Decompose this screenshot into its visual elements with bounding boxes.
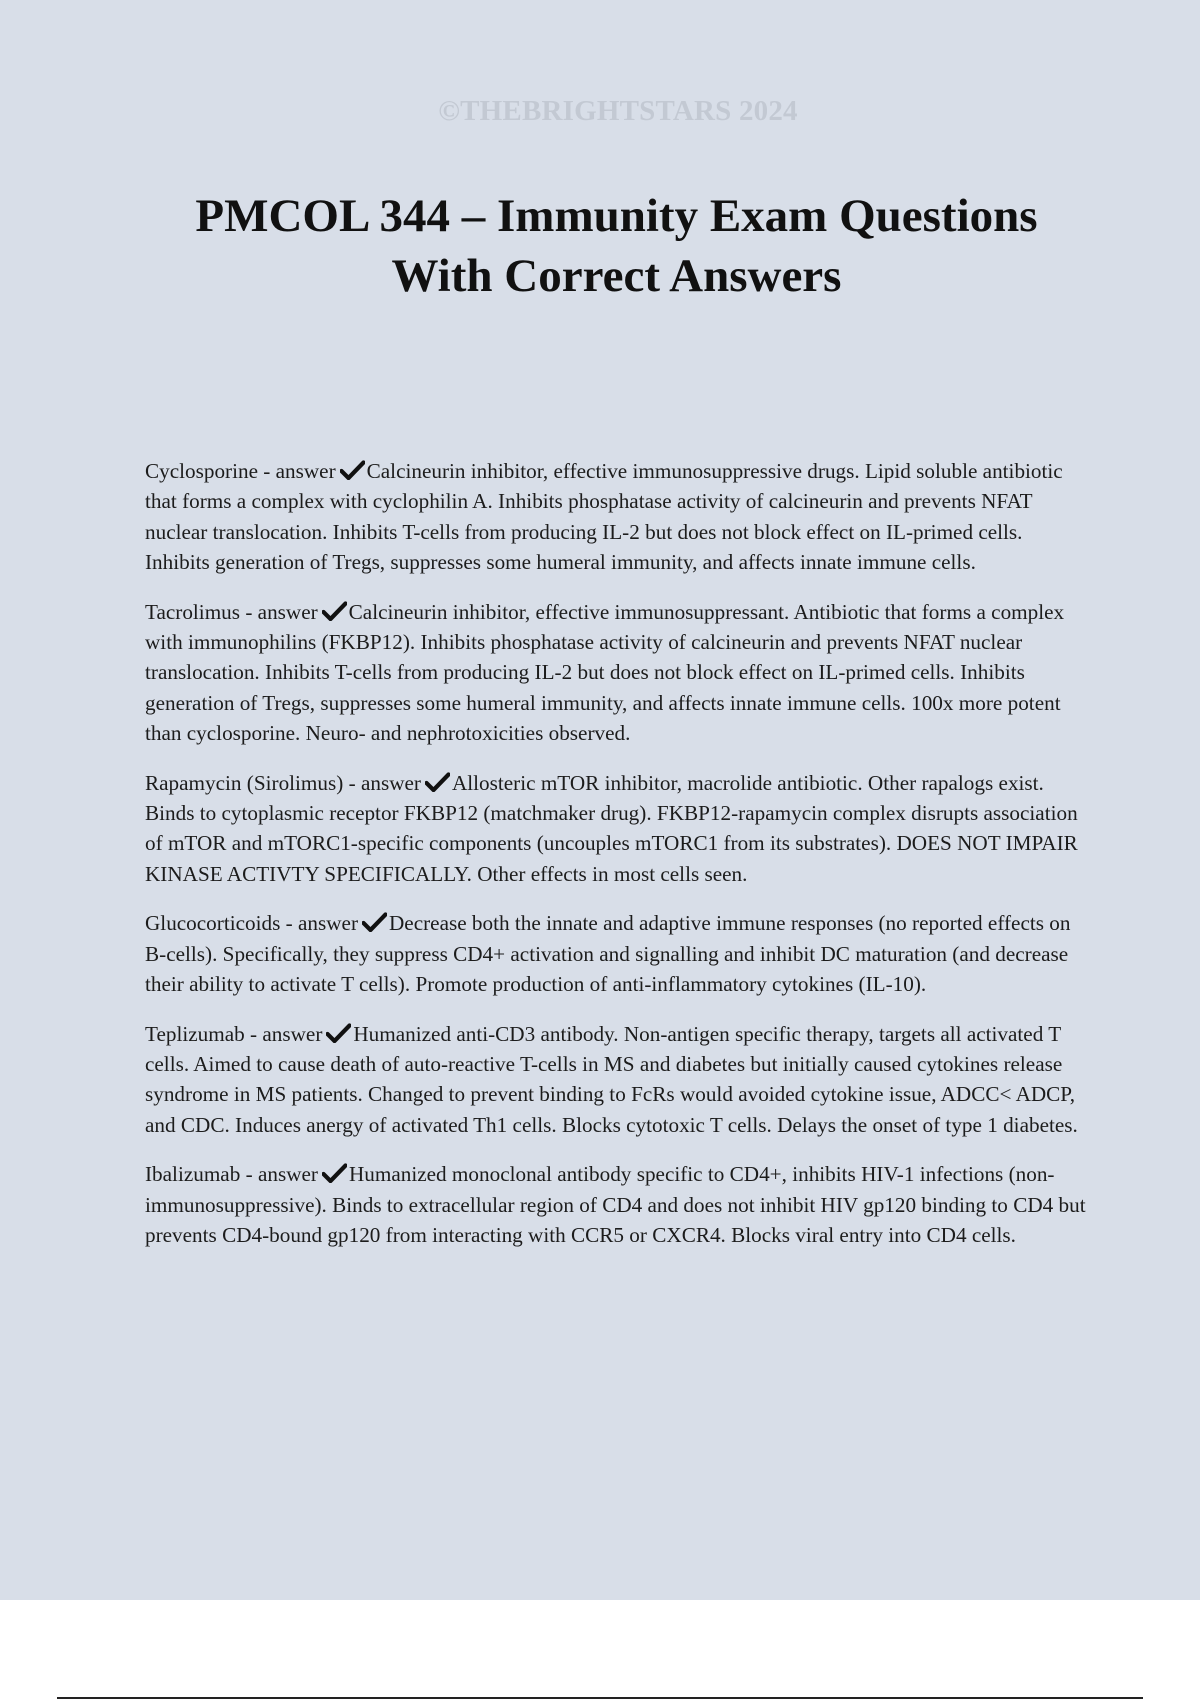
watermark: ©THEBRIGHTSTARS 2024: [438, 95, 798, 127]
document-title: [120, 186, 1113, 306]
qa-term: Glucocorticoids: [145, 911, 281, 936]
answer-separator: - answer: [240, 599, 318, 624]
qa-item: [145, 597, 1091, 749]
qa-item: [145, 1019, 1091, 1141]
qa-term: Tacrolimus: [145, 599, 241, 624]
qa-item: [145, 908, 1091, 999]
title-line-2: With Correct Answers: [391, 250, 842, 302]
qa-answer: Calcineurin inhibitor, effective immunosuppressive drugs. Lipid soluble antibiotic that forms a complex with cyclophilin A. Inhibits phosphatase activity of calcineurin and prevents NFAT nuclear translocation. Inhibits T-cells from producing IL-2 but does not block effect on IL-primed cells. Inhibits generation of Tregs, suppresses some humeral immunity, and affects innate immune cells.: [145, 459, 1063, 575]
checkmark-icon: [326, 1023, 351, 1043]
answer-separator: - answer: [280, 911, 358, 936]
checkmark-icon: [322, 601, 347, 621]
qa-answer: Humanized anti-CD3 antibody. Non-antigen specific therapy, targets all activated T cells. Aimed to cause death of auto-reactive T-cells in MS and diabetes but initially caused cytokines release syndrome in MS patients. Changed to prevent binding to FcRs would avoided cytokine issue, ADCC< ADCP, and CDC. Induces anergy of activated Th1 cells. Blocks cytotoxic T cells. Delays the onset of type 1 diabetes.: [145, 1021, 1078, 1137]
qa-list: [145, 456, 1091, 1269]
answer-separator: - answer: [244, 1021, 323, 1046]
answer-separator: - answer: [240, 1162, 318, 1187]
checkmark-icon: [340, 460, 365, 480]
footer-divider: [57, 1697, 1143, 1699]
qa-item: [145, 768, 1091, 890]
title-line-1: PMCOL 344 – Immunity Exam Questions: [195, 190, 1038, 242]
qa-term: Teplizumab: [145, 1021, 245, 1046]
qa-item: [145, 456, 1091, 578]
qa-answer: Decrease both the innate and adaptive immune responses (no reported effects on B-cells). Specifically, they suppress CD4+ activation and signalling and inhibit DC maturation (and decrease their ability to activate T cells). Promote production of anti-inflammatory cytokines (IL-10).: [145, 911, 1071, 997]
qa-answer: Calcineurin inhibitor, effective immunosuppressant. Antibiotic that forms a complex with immunophilins (FKBP12). Inhibits phosphatase activity of calcineurin and prevents NFAT nuclear translocation. Inhibits T-cells from producing IL-2 but does not block effect on IL-primed cells. Inhibits generation of Tregs, suppresses some humeral immunity, and affects innate immune cells. 100x more potent than cyclosporine. Neuro- and nephrotoxicities observed.: [145, 599, 1065, 746]
qa-item: [145, 1159, 1091, 1250]
qa-term: Ibalizumab: [145, 1162, 241, 1187]
qa-answer: Allosteric mTOR inhibitor, macrolide antibiotic. Other rapalogs exist. Binds to cytoplasmic receptor FKBP12 (matchmaker drug). FKBP12-rapamycin complex disrupts association of mTOR and mTORC1-specific components (uncouples mTORC1 from its substrates). DOES NOT IMPAIR KINASE ACTIVTY SPECIFICALLY. Other effects in most cells seen.: [145, 770, 1078, 886]
checkmark-icon: [425, 772, 450, 792]
checkmark-icon: [362, 912, 387, 932]
answer-separator: - answer: [343, 770, 421, 795]
checkmark-icon: [322, 1163, 347, 1183]
qa-term: Rapamycin (Sirolimus): [145, 770, 344, 795]
qa-answer: Humanized monoclonal antibody specific to CD4+, inhibits HIV-1 infections (non-immunosuppressive). Binds to extracellular region of CD4 and does not inhibit HIV gp120 binding to CD4 but prevents CD4-bound gp120 from interacting with CCR5 or CXCR4. Blocks viral entry into CD4 cells.: [145, 1162, 1086, 1247]
answer-separator: - answer: [257, 459, 336, 483]
qa-term: Cyclosporine: [145, 459, 258, 483]
